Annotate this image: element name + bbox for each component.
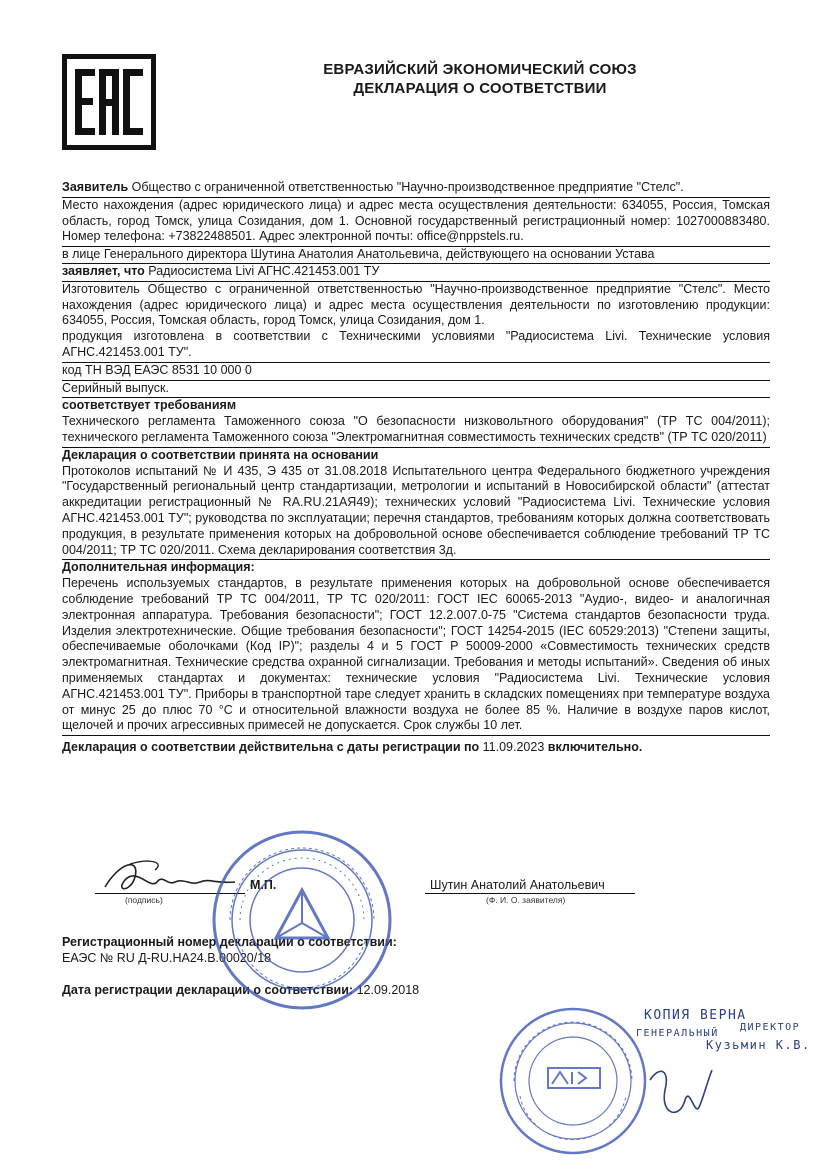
registration-date-label: Дата регистрации декларации о соответствии: bbox=[62, 983, 354, 997]
copy-certified-text: КОПИЯ ВЕРНА bbox=[644, 1008, 747, 1023]
applicant-name: Шутин Анатолий Анатольевич bbox=[430, 878, 605, 892]
declares-label: заявляет, что bbox=[62, 263, 145, 278]
copy-director-name: Кузьмин К.В. bbox=[706, 1038, 811, 1052]
additional-text: Перечень используемых стандартов, в результате применения которых на добровольной основе обеспечивается соблюдение требований ТР ТС 004/2011, ТР ТС 020/2011: ГОСТ IEC 60065-2013 "Аудио-, видео- и аналогичная электронная аппаратура. Требования безопасности"; ГОСТ 12.2.007.0-75 "Система стандартов безопасности труда. Изделия электротехнические. Общие требования безопасности"; ГОСТ 14254-2015 (IEC 60529:2013) "Степени защиты, обеспечиваемые оболочками (Код IP)"; разделы 4 и 5 ГОСТ Р 50009-2000 «Совместимость технических средств электромагнитная. Технические средства охранной сигнализации. Требования и методы испытаний». Сведения об иных применяемых стандартах и документах: технические условия "Радиосистема Livi. Технические условия АГНС.421453.001 ТУ". Приборы в транспортной таре следует хранить в складских помещениях при температуре воздуха от минус 25 до плюс 70 °С и относительной влажности воздуха не более 85 %. Наличие в воздухе паров кислот, щелочей и прочих агрессивных примесей не допускается. Срок службы 10 лет. bbox=[62, 576, 770, 733]
validity-line bbox=[62, 740, 770, 756]
validity-date: 11.09.2023 bbox=[482, 740, 545, 755]
eac-mark-icon bbox=[67, 59, 151, 145]
registration-number: ЕАЭС № RU Д-RU.НА24.В.00020/18 bbox=[62, 951, 272, 965]
document-header bbox=[180, 60, 780, 98]
person-line bbox=[62, 247, 770, 264]
registration-date: 12.09.2018 bbox=[356, 983, 420, 997]
validity-label: Декларация о соответствии действительна с даты регистрации по bbox=[62, 740, 480, 755]
registration-number-label: Регистрационный номер декларации о соответствии: bbox=[62, 935, 397, 949]
applicant-line bbox=[62, 180, 770, 196]
produced-text: продукция изготовлена в соответствии с Техническими условиями "Радиосистема Livi. Технические условия АГНС.421453.001 ТУ". bbox=[62, 329, 770, 359]
manufacturer-text: Изготовитель Общество с ограниченной ответственностью "Научно-производственное предприятие "Стелс". Место нахождения (адрес юридического лица) и адрес места осуществления деятельности по изготовлению продукции: 634055, Россия, Томская область, город Томск, улица Созидания, дом 1. bbox=[62, 281, 770, 328]
serial-text: Серийный выпуск. bbox=[62, 380, 169, 395]
complies-label: соответствует требованиям bbox=[62, 398, 237, 413]
applicant-address: Место нахождения (адрес юридического лица) и адрес места осуществления деятельности: 634055, Россия, Томская область, город Томск, улица Созидания, дом 1. Основной государственный регистрационный номер: 1027000883480. Номер телефона: +73822488501. Адрес электронной почты: office@nppstels.ru. bbox=[62, 197, 770, 244]
applicant-text: Общество с ограниченной ответственностью "Научно-производственное предприятие "Стелс". bbox=[131, 180, 684, 194]
validity-suffix: включительно. bbox=[547, 740, 643, 755]
copy-director-label: ДИРЕКТОР bbox=[740, 1022, 801, 1033]
company-seal-stamp bbox=[210, 828, 394, 1012]
eac-logo bbox=[62, 54, 156, 150]
header-union: ЕВРАЗИЙСКИЙ ЭКОНОМИЧЕСКИЙ СОЮЗ bbox=[323, 61, 637, 78]
copy-seal-stamp bbox=[498, 1006, 648, 1156]
copy-director-title: ГЕНЕРАЛЬНЫЙ bbox=[636, 1028, 719, 1039]
basis-label: Декларация о соответствии принята на основании bbox=[62, 447, 379, 462]
seal-place-label: М.П. bbox=[250, 878, 277, 892]
name-line bbox=[425, 893, 635, 894]
product-name: Радиосистема Livi АГНС.421453.001 ТУ bbox=[148, 263, 380, 278]
declaration-body bbox=[62, 180, 770, 756]
name-caption: (Ф. И. О. заявителя) bbox=[486, 895, 566, 905]
declares-line bbox=[62, 264, 770, 280]
applicant-label: Заявитель bbox=[62, 180, 129, 194]
complies-text: Технического регламента Таможенного союза "О безопасности низковольтного оборудования" (ТР ТС 004/2011); технического регламента Таможенного союза "Электромагнитная совместимость технических средств" (ТР ТС 020/2011) bbox=[62, 414, 770, 444]
person-text: в лице Генерального директора Шутина Анатолия Анатольевича, действующего на основании Устава bbox=[62, 247, 655, 262]
signature-caption: (подпись) bbox=[125, 895, 163, 905]
tn-ved-code: код ТН ВЭД ЕАЭС 8531 10 000 0 bbox=[62, 362, 252, 377]
additional-label: Дополнительная информация: bbox=[62, 560, 255, 575]
director-signature bbox=[640, 1060, 720, 1130]
header-title: ДЕКЛАРАЦИЯ О СООТВЕТСТВИИ bbox=[353, 80, 607, 97]
basis-text: Протоколов испытаний № И 435, Э 435 от 31.08.2018 Испытательного центра Федерального бюджетного учреждения "Государственный региональный центр стандартизации, метрологии и испытаний в Новосибирской области" (аттестат аккредитации регистрационный № RA.RU.21АЯ49); технических условий "Радиосистема Livi. Технические условия АГНС.421453.001 ТУ"; руководства по эксплуатации; перечня стандартов, требованиям которых должна соответствовать продукция, в результате применения которых на добровольной основе обеспечивается соблюдение требований ТР ТС 004/2011; ТР ТС 020/2011. Схема декларирования соответствия 3д. bbox=[62, 463, 770, 557]
